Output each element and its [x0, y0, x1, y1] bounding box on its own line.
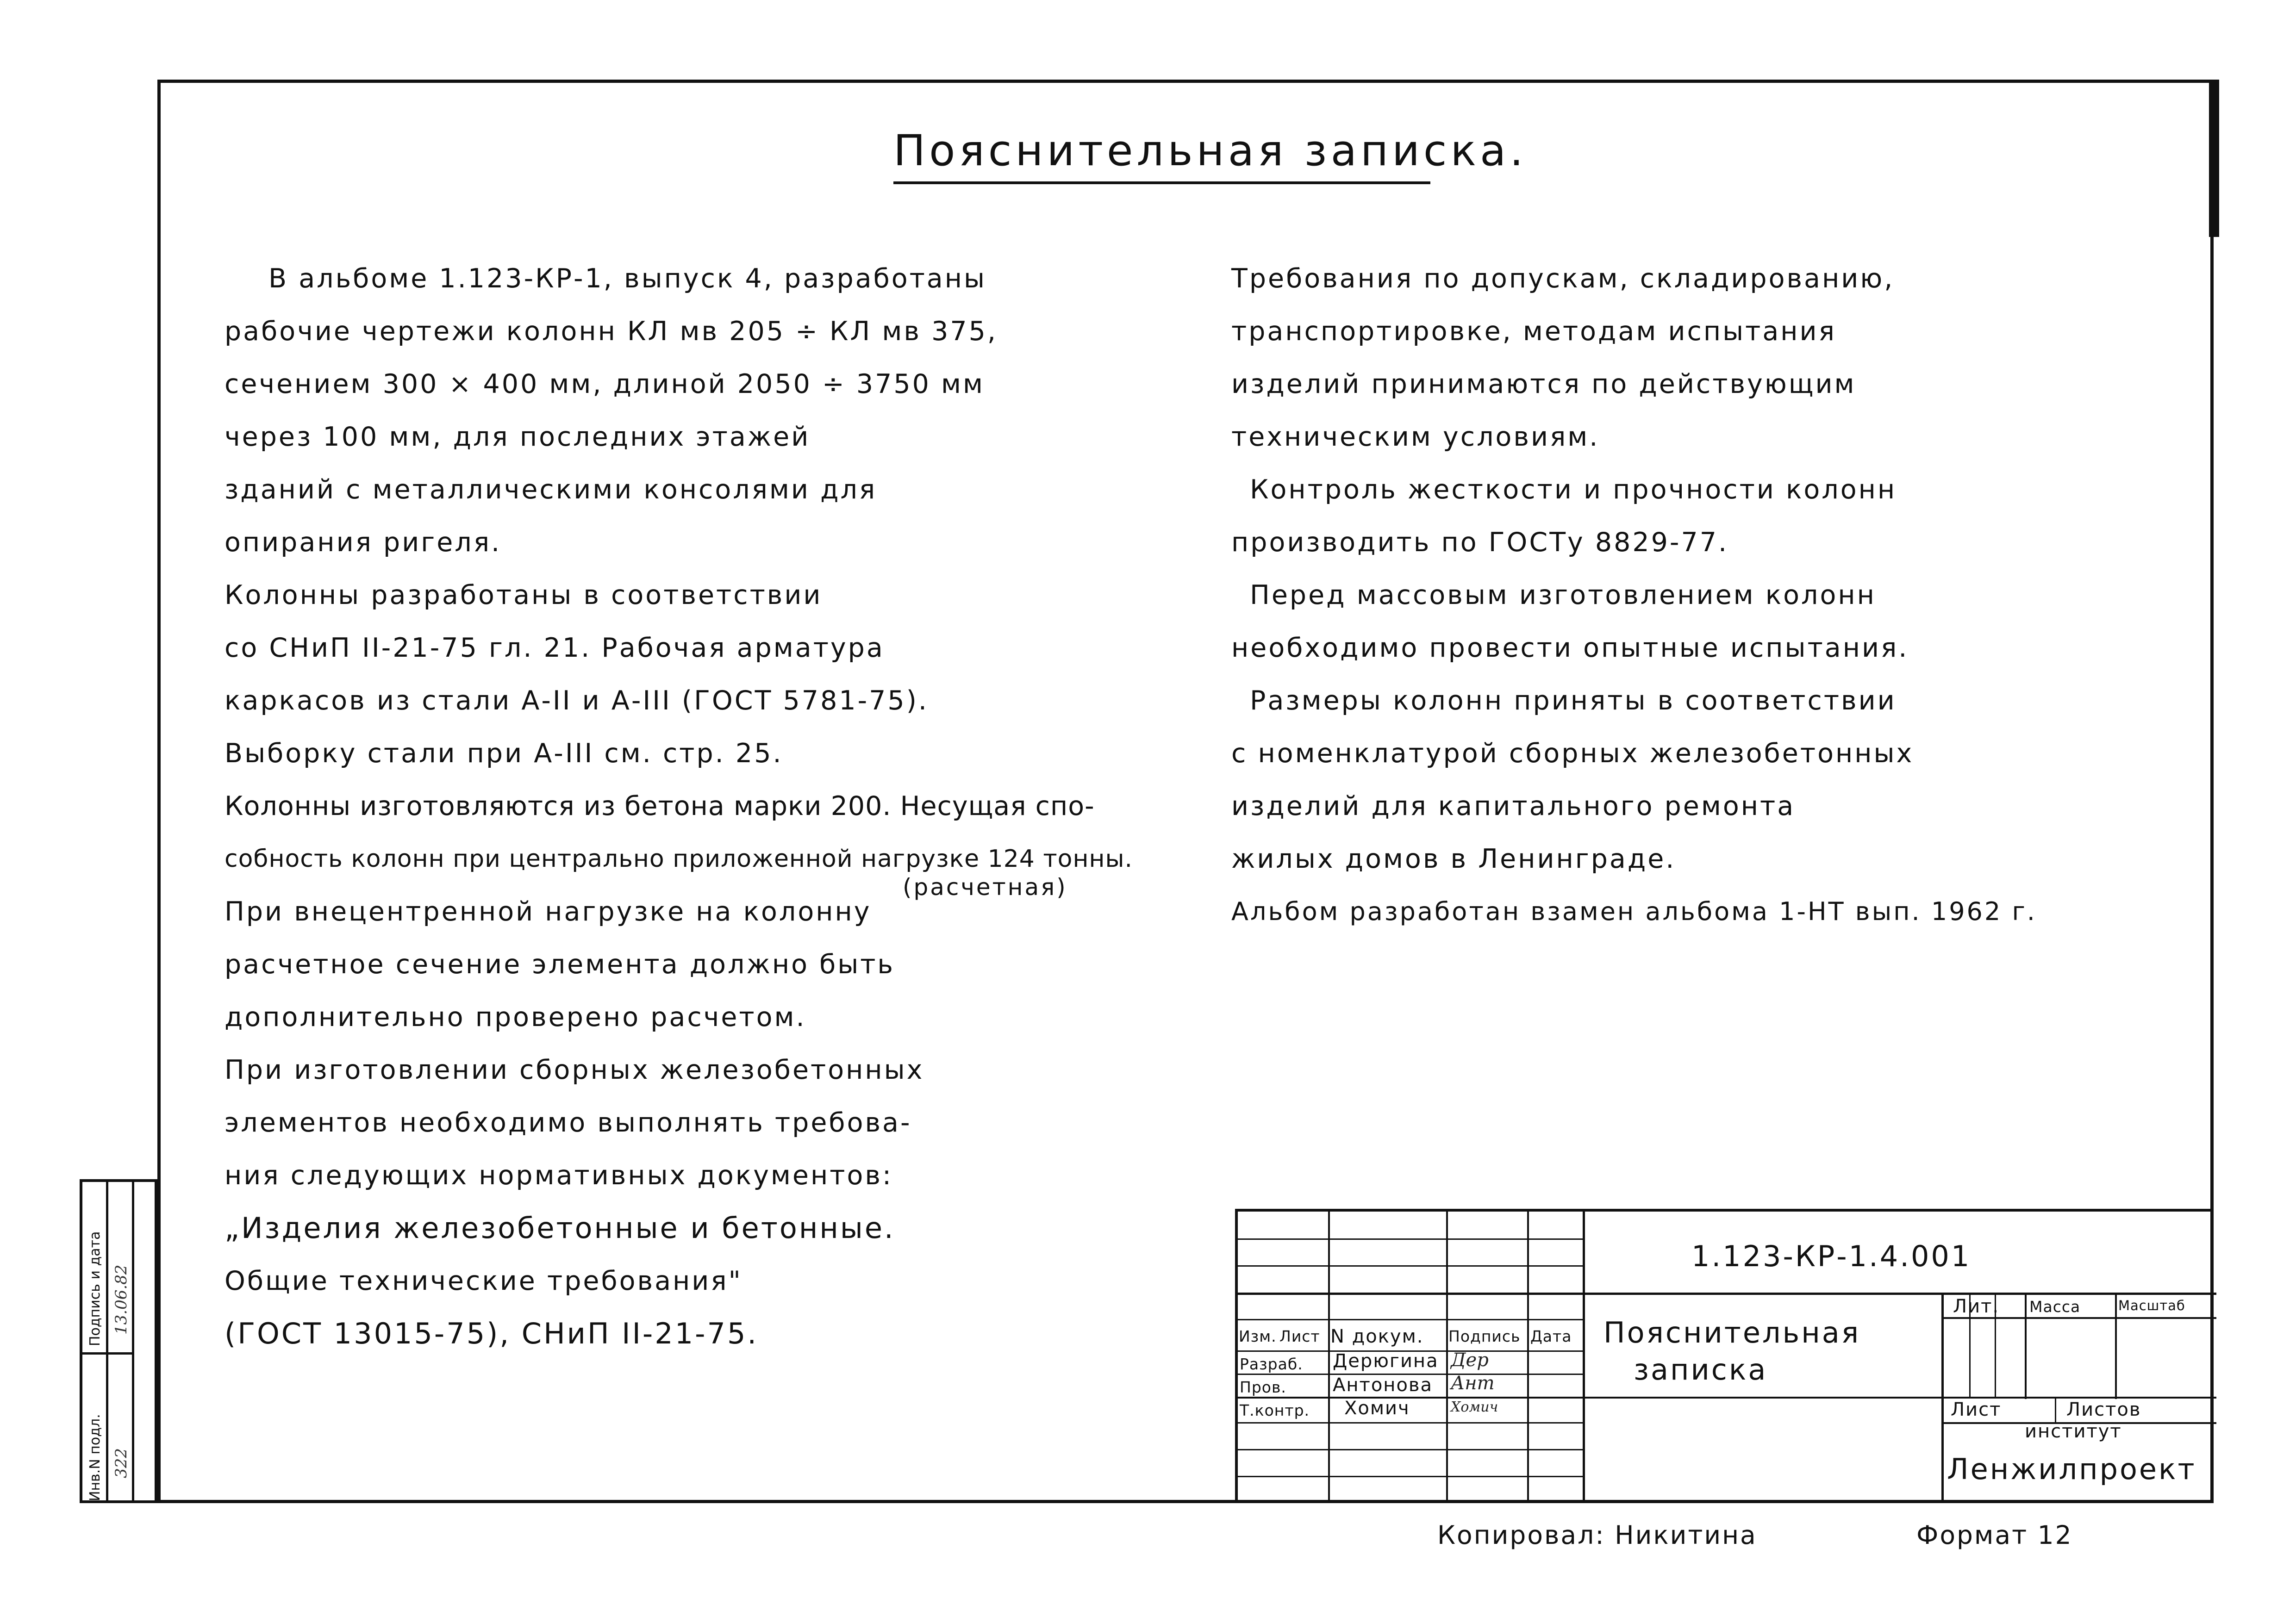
listov-label: Листов — [2066, 1399, 2141, 1420]
right-line: необходимо провести опытные испытания. — [1231, 633, 1909, 663]
left-line: При внецентренной нагрузке на колонну — [225, 896, 872, 927]
copied-by: Копировал: Никитина — [1437, 1520, 1757, 1550]
right-line: изделий для капитального ремонта — [1231, 791, 1796, 821]
hdr-list: Лист — [1279, 1327, 1320, 1345]
left-line: со СНиП II-21-75 гл. 21. Рабочая арматура — [225, 633, 885, 663]
right-line: Альбом разработан взамен альбома 1-НТ вып. 1962 г. — [1231, 897, 2037, 926]
massa-label: Масса — [2029, 1298, 2081, 1316]
left-line: Выборку стали при А-III см. стр. 25. — [225, 738, 783, 769]
list-label: Лист — [1951, 1399, 2002, 1420]
page-title: Пояснительная записка. — [893, 126, 1527, 175]
hdr-izm: Изм. — [1239, 1327, 1277, 1345]
name-prov: Антонова — [1333, 1374, 1433, 1396]
right-line: Размеры колонн приняты в соответствии — [1250, 685, 1897, 716]
role-razrab: Разраб. — [1240, 1355, 1303, 1373]
inv-label: Инв.N подл. — [87, 1414, 103, 1501]
doc-name-line1: Пояснительная — [1603, 1316, 1861, 1349]
title-underline — [893, 181, 1430, 184]
side-stamp — [80, 1179, 157, 1503]
hdr-podpis: Подпись — [1448, 1327, 1521, 1345]
left-line: собность колонн при центрально приложенной нагрузке 124 тонны. — [225, 845, 1133, 873]
left-line: каркасов из стали А-II и А-III (ГОСТ 5781-75). — [225, 685, 929, 716]
name-razrab: Дерюгина — [1333, 1350, 1439, 1372]
left-line: через 100 мм, для последних этажей — [225, 422, 811, 452]
right-line: изделий принимаются по действующим — [1231, 369, 1856, 399]
left-line: Общие технические требования" — [225, 1266, 742, 1296]
right-column — [1231, 252, 2157, 938]
hdr-ndok: N докум. — [1330, 1326, 1424, 1347]
sign-tkontr: Хомич — [1451, 1399, 1498, 1415]
title-block — [1235, 1209, 2214, 1503]
sign-prov: Ант — [1451, 1373, 1495, 1394]
hdr-data: Дата — [1530, 1327, 1572, 1345]
role-prov: Пров. — [1240, 1378, 1286, 1396]
left-line: сечением 300 × 400 мм, длиной 2050 ÷ 3750 мм — [225, 369, 985, 399]
left-line: При изготовлении сборных железобетонных — [225, 1055, 924, 1085]
left-line: „Изделия железобетонные и бетонные. — [225, 1211, 895, 1245]
left-line: (ГОСТ 13015-75), СНиП II-21-75. — [225, 1317, 759, 1350]
doc-code: 1.123-КР-1.4.001 — [1691, 1239, 1972, 1273]
name-tkontr: Хомич — [1344, 1398, 1410, 1419]
left-line: элементов необходимо выполнять требова- — [225, 1107, 912, 1138]
doc-name-line2: записка — [1634, 1353, 1768, 1387]
right-line: производить по ГОСТу 8829-77. — [1231, 527, 1729, 558]
right-line: с номенклатурой сборных железобетонных — [1231, 738, 1914, 769]
right-line: транспортировке, методам испытания — [1231, 316, 1836, 347]
institute-label: институт — [2025, 1421, 2122, 1442]
left-line: дополнительно проверено расчетом. — [225, 1002, 806, 1032]
frame-edge-mark — [2209, 80, 2219, 237]
left-line: Колонны разработаны в соответствии — [225, 580, 823, 610]
left-line: зданий с металлическими консолями для — [225, 474, 877, 505]
masshtab-label: Масштаб — [2118, 1298, 2185, 1313]
inv-number: 322 — [112, 1448, 131, 1478]
left-line: рабочие чертежи колонн КЛ мв 205 ÷ КЛ мв 375, — [225, 316, 998, 347]
inline-note: (расчетная) — [903, 874, 1067, 901]
lit-label: Лит. — [1953, 1296, 2000, 1317]
left-line: Колонны изготовляются из бетона марки 200. Несущая спо- — [225, 791, 1095, 821]
right-line: Перед массовым изготовлением колонн — [1250, 580, 1876, 610]
right-line: жилых домов в Ленинграде. — [1231, 844, 1676, 874]
institute-name: Ленжилпроект — [1947, 1452, 2196, 1486]
sign-date-label: Подпись и дата — [87, 1231, 103, 1346]
left-line: расчетное сечение элемента должно быть — [225, 949, 895, 980]
right-line: техническим условиям. — [1231, 422, 1600, 452]
left-line: опирания ригеля. — [225, 527, 502, 558]
sign-date: 13.06.82 — [112, 1264, 131, 1335]
sign-razrab: Дер — [1451, 1349, 1489, 1371]
left-line: В альбоме 1.123-КР-1, выпуск 4, разработаны — [268, 263, 986, 294]
format-label: Формат 12 — [1916, 1520, 2073, 1550]
left-column — [225, 252, 1197, 1360]
right-line: Требования по допускам, складированию, — [1231, 263, 1895, 294]
right-line: Контроль жесткости и прочности колонн — [1250, 474, 1897, 505]
left-line: ния следующих нормативных документов: — [225, 1160, 893, 1191]
role-tkontr: Т.контр. — [1240, 1401, 1310, 1419]
